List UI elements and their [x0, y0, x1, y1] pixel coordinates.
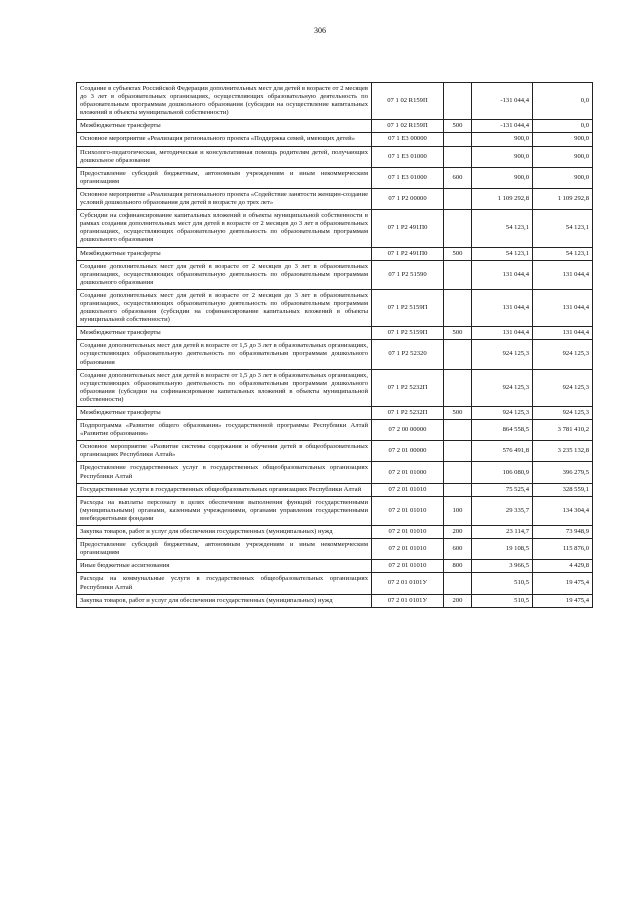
- amount-total-cell: 131 044,4: [533, 260, 593, 289]
- amount-change-cell: 23 114,7: [472, 526, 533, 539]
- amount-total-cell: 134 304,4: [533, 496, 593, 525]
- amount-change-cell: 900,0: [472, 133, 533, 146]
- amount-total-cell: 328 559,1: [533, 483, 593, 496]
- expense-name-cell: Межбюджетные трансферты: [77, 120, 372, 133]
- amount-total-cell: 131 044,4: [533, 289, 593, 326]
- expense-type-cell: [444, 260, 472, 289]
- table-row: [77, 496, 593, 525]
- expense-type-cell: 200: [444, 526, 472, 539]
- amount-total-cell: 924 125,3: [533, 407, 593, 420]
- amount-change-cell: 131 044,4: [472, 327, 533, 340]
- target-code-cell: 07 2 01 0101У: [372, 573, 444, 594]
- amount-total-cell: 0,0: [533, 120, 593, 133]
- target-code-cell: 07 2 01 00000: [372, 441, 444, 462]
- amount-change-cell: 131 044,4: [472, 260, 533, 289]
- amount-change-cell: 54 123,1: [472, 247, 533, 260]
- expense-type-cell: [444, 462, 472, 483]
- amount-change-cell: 75 525,4: [472, 483, 533, 496]
- expense-type-cell: 100: [444, 496, 472, 525]
- table-row: [77, 594, 593, 607]
- expense-type-cell: [444, 83, 472, 120]
- amount-total-cell: 4 429,8: [533, 560, 593, 573]
- expense-type-cell: 500: [444, 120, 472, 133]
- amount-change-cell: 510,5: [472, 594, 533, 607]
- expense-name-cell: Основное мероприятие «Развитие системы содержания и обучения детей в общеобразовательных организациях Республики Алтай»: [77, 441, 372, 462]
- target-code-cell: 07 2 00 00000: [372, 420, 444, 441]
- expense-name-cell: Основное мероприятие «Реализация регионального проекта «Поддержка семей, имеющих детей»: [77, 133, 372, 146]
- expense-type-cell: [444, 441, 472, 462]
- target-code-cell: 07 1 Р2 5232П: [372, 407, 444, 420]
- target-code-cell: 07 2 01 01010: [372, 560, 444, 573]
- expense-name-cell: Закупка товаров, работ и услуг для обеспечения государственных (муниципальных) нужд: [77, 594, 372, 607]
- amount-total-cell: 73 948,9: [533, 526, 593, 539]
- target-code-cell: 07 1 Р2 00000: [372, 188, 444, 209]
- expense-type-cell: 200: [444, 594, 472, 607]
- expense-name-cell: Основное мероприятие «Реализация регионального проекта «Содействие занятости женщин-создание условий дошкольного образования для детей в возрасте до трех лет»: [77, 188, 372, 209]
- target-code-cell: 07 2 01 0101У: [372, 594, 444, 607]
- amount-total-cell: 900,0: [533, 146, 593, 167]
- table-row: [77, 539, 593, 560]
- expense-type-cell: 600: [444, 167, 472, 188]
- amount-total-cell: 19 475,4: [533, 573, 593, 594]
- amount-total-cell: 115 876,0: [533, 539, 593, 560]
- expense-name-cell: Создание в субъектах Российской Федерации дополнительных мест для детей в возрасте от 2 месяцев до 3 лет в образовательных организациях, осуществляющих образовательную деятельность по образовательным программам дошкольного образования (субсидии на осуществление капитальных вложений в объекты муниципальной собственности): [77, 83, 372, 120]
- expense-name-cell: Предоставление субсидий бюджетным, автономным учреждениям и иным некоммерческим организациям: [77, 539, 372, 560]
- amount-total-cell: 924 125,3: [533, 369, 593, 406]
- table-row: [77, 210, 593, 247]
- expense-type-cell: [444, 369, 472, 406]
- amount-change-cell: 106 080,9: [472, 462, 533, 483]
- amount-change-cell: -131 044,4: [472, 120, 533, 133]
- amount-total-cell: 3 235 132,8: [533, 441, 593, 462]
- amount-total-cell: 0,0: [533, 83, 593, 120]
- expense-type-cell: 600: [444, 539, 472, 560]
- table-row: [77, 420, 593, 441]
- expense-type-cell: [444, 483, 472, 496]
- amount-total-cell: 1 109 292,8: [533, 188, 593, 209]
- target-code-cell: 07 1 Е3 01000: [372, 146, 444, 167]
- table-row: [77, 146, 593, 167]
- table-row: [77, 462, 593, 483]
- target-code-cell: 07 2 01 01010: [372, 539, 444, 560]
- amount-change-cell: 131 044,4: [472, 289, 533, 326]
- target-code-cell: 07 2 01 01010: [372, 483, 444, 496]
- target-code-cell: 07 1 Р2 52320: [372, 340, 444, 369]
- table-row: [77, 247, 593, 260]
- expense-name-cell: Межбюджетные трансферты: [77, 407, 372, 420]
- expense-type-cell: [444, 573, 472, 594]
- expense-name-cell: Создание дополнительных мест для детей в возрасте от 2 месяцев до 3 лет в образовательных организациях, осуществляющих образовательную деятельность по образовательным программам дошкольного образования: [77, 260, 372, 289]
- amount-change-cell: 29 335,7: [472, 496, 533, 525]
- expense-name-cell: Создание дополнительных мест для детей в возрасте от 2 месяцев до 3 лет в образовательных организациях, осуществляющих образовательную деятельность по образовательным программам дошкольного образования (субсидии на софинансирование капитальных вложений в объекты муниципальной собственности): [77, 289, 372, 326]
- amount-total-cell: 924 125,3: [533, 340, 593, 369]
- target-code-cell: 07 1 Р2 5232П: [372, 369, 444, 406]
- table-row: [77, 133, 593, 146]
- expense-name-cell: Межбюджетные трансферты: [77, 247, 372, 260]
- expense-name-cell: Предоставление субсидий бюджетным, автономным учреждениям и иным некоммерческим организациям: [77, 167, 372, 188]
- expense-type-cell: [444, 133, 472, 146]
- expense-name-cell: Расходы на выплаты персоналу в целях обеспечения выполнения функций государственными (муниципальными) органами, казенными учреждениями, органами управления государственными внебюджетными фондами: [77, 496, 372, 525]
- amount-change-cell: 19 108,5: [472, 539, 533, 560]
- table-row: [77, 407, 593, 420]
- amount-total-cell: 900,0: [533, 133, 593, 146]
- expense-name-cell: Расходы на коммунальные услуги в государственных общеобразовательных организациях Республики Алтай: [77, 573, 372, 594]
- expense-type-cell: [444, 289, 472, 326]
- expense-name-cell: Предоставление государственных услуг в государственных общеобразовательных организациях Республики Алтай: [77, 462, 372, 483]
- amount-change-cell: 576 491,8: [472, 441, 533, 462]
- table-row: [77, 188, 593, 209]
- expense-name-cell: Создание дополнительных мест для детей в возрасте от 1,5 до 3 лет в образовательных организациях, осуществляющих образовательную деятельность по образовательным программам дошкольного образования: [77, 340, 372, 369]
- table-row: [77, 483, 593, 496]
- table-row: [77, 340, 593, 369]
- expense-type-cell: [444, 340, 472, 369]
- amount-change-cell: 900,0: [472, 167, 533, 188]
- table-row: [77, 573, 593, 594]
- table-row: [77, 327, 593, 340]
- expense-type-cell: [444, 188, 472, 209]
- amount-change-cell: 924 125,3: [472, 369, 533, 406]
- amount-total-cell: 131 044,4: [533, 327, 593, 340]
- expense-type-cell: [444, 420, 472, 441]
- amount-total-cell: 54 123,1: [533, 247, 593, 260]
- budget-table: [76, 82, 593, 608]
- amount-total-cell: 3 781 410,2: [533, 420, 593, 441]
- target-code-cell: 07 1 Р2 51590: [372, 260, 444, 289]
- table-row: [77, 289, 593, 326]
- expense-name-cell: Психолого-педагогическая, методическая и консультативная помощь родителям детей, получающих дошкольное образование: [77, 146, 372, 167]
- amount-change-cell: 924 125,3: [472, 407, 533, 420]
- table-row: [77, 167, 593, 188]
- amount-total-cell: 54 123,1: [533, 210, 593, 247]
- expense-type-cell: [444, 210, 472, 247]
- target-code-cell: 07 1 02 R159П: [372, 120, 444, 133]
- expense-type-cell: 500: [444, 407, 472, 420]
- expense-type-cell: 500: [444, 327, 472, 340]
- amount-change-cell: -131 044,4: [472, 83, 533, 120]
- budget-table-body: [77, 83, 593, 608]
- target-code-cell: 07 1 Р2 491П0: [372, 247, 444, 260]
- amount-change-cell: 510,5: [472, 573, 533, 594]
- expense-name-cell: Субсидии на софинансирование капитальных вложений в объекты муниципальной собственности в рамках создания дополнительных мест для детей в возрасте от 2 месяцев до 3 лет в образовательных организациях, осуществляющих образовательную деятельность по образовательным программам дошкольного образования: [77, 210, 372, 247]
- table-row: [77, 260, 593, 289]
- amount-total-cell: 396 279,5: [533, 462, 593, 483]
- expense-name-cell: Создание дополнительных мест для детей в возрасте от 1,5 до 3 лет в образовательных организациях, осуществляющих образовательную деятельность по образовательным программам дошкольного образования (субсидии на софинансирование капитальных вложений в объекты муниципальной собственности): [77, 369, 372, 406]
- table-row: [77, 526, 593, 539]
- amount-change-cell: 3 966,5: [472, 560, 533, 573]
- target-code-cell: 07 1 Р2 5159П: [372, 327, 444, 340]
- table-row: [77, 560, 593, 573]
- amount-change-cell: 1 109 292,8: [472, 188, 533, 209]
- target-code-cell: 07 1 Р2 5159П: [372, 289, 444, 326]
- target-code-cell: 07 1 Е3 01000: [372, 167, 444, 188]
- table-row: [77, 83, 593, 120]
- table-row: [77, 369, 593, 406]
- target-code-cell: 07 2 01 01010: [372, 496, 444, 525]
- amount-change-cell: 864 558,5: [472, 420, 533, 441]
- amount-total-cell: 900,0: [533, 167, 593, 188]
- target-code-cell: 07 2 01 01010: [372, 526, 444, 539]
- expense-type-cell: 800: [444, 560, 472, 573]
- amount-change-cell: 54 123,1: [472, 210, 533, 247]
- page-number: 306: [314, 26, 326, 35]
- expense-name-cell: Иные бюджетные ассигнования: [77, 560, 372, 573]
- expense-type-cell: [444, 146, 472, 167]
- expense-name-cell: Государственные услуги в государственных общеобразовательных организациях Республики Алтай: [77, 483, 372, 496]
- amount-change-cell: 924 125,3: [472, 340, 533, 369]
- expense-name-cell: Подпрограмма «Развитие общего образования» государственной программы Республики Алтай «Развитие образования»: [77, 420, 372, 441]
- amount-change-cell: 900,0: [472, 146, 533, 167]
- table-row: [77, 441, 593, 462]
- target-code-cell: 07 2 01 01000: [372, 462, 444, 483]
- expense-name-cell: Закупка товаров, работ и услуг для обеспечения государственных (муниципальных) нужд: [77, 526, 372, 539]
- amount-total-cell: 19 475,4: [533, 594, 593, 607]
- target-code-cell: 07 1 Е3 00000: [372, 133, 444, 146]
- table-row: [77, 120, 593, 133]
- target-code-cell: 07 1 Р2 491П0: [372, 210, 444, 247]
- expense-type-cell: 500: [444, 247, 472, 260]
- expense-name-cell: Межбюджетные трансферты: [77, 327, 372, 340]
- target-code-cell: 07 1 02 R159П: [372, 83, 444, 120]
